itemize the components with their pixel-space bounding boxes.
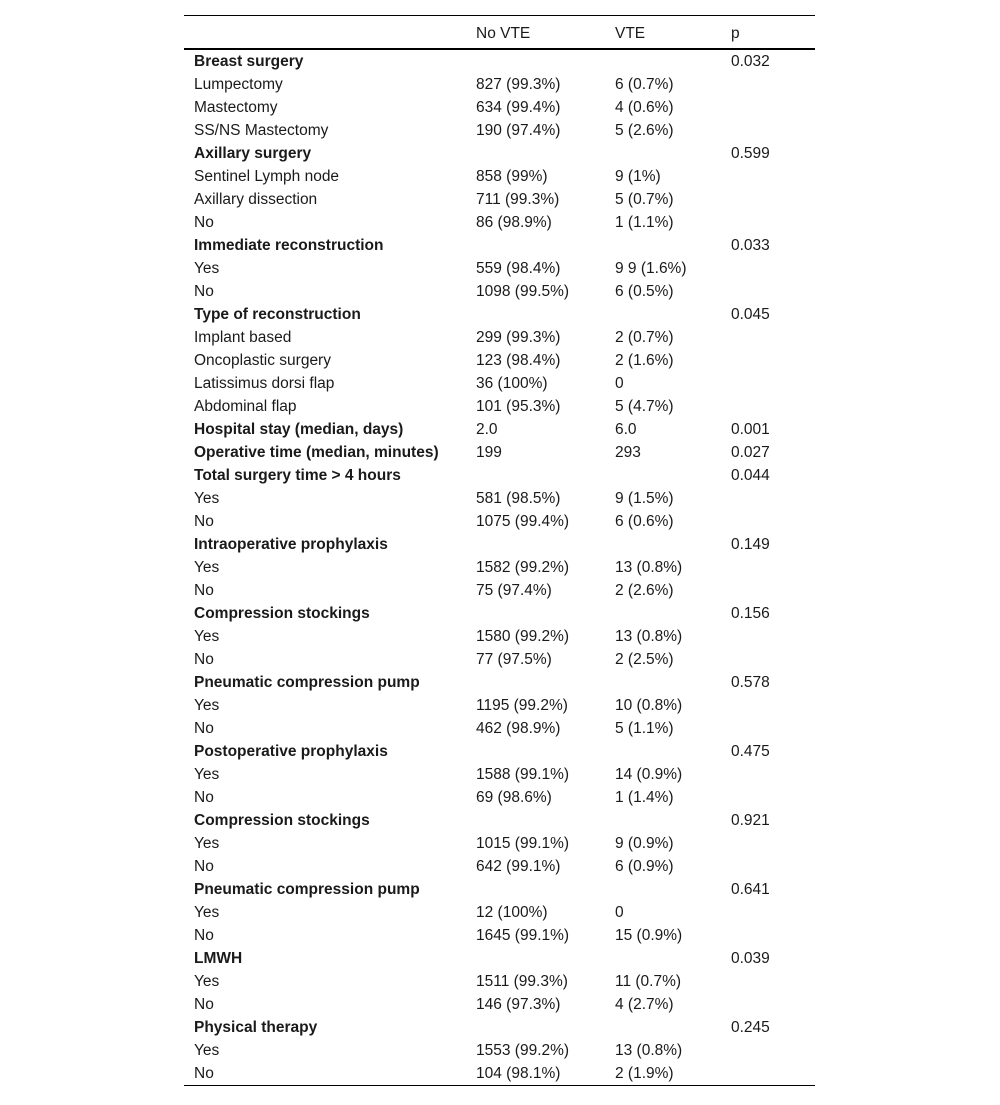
cell-no-vte: 299 (99.3%) [476,328,561,346]
table-group-row [184,878,815,901]
table-row [184,73,815,96]
row-label: No [194,926,214,944]
cell-vte: 6 (0.5%) [615,282,674,300]
cell-p-value [731,257,815,280]
table-row [184,96,815,119]
cell-vte [615,464,731,487]
table-row [184,993,815,1016]
row-label: Yes [194,903,220,921]
cell-p-value: 0.156 [731,604,770,622]
cell-p-value [731,832,815,855]
cell-vte [615,809,731,832]
cell-vte: 13 (0.8%) [615,627,683,645]
table-group-row [184,441,815,464]
cell-p-value: 0.027 [731,443,770,461]
vte-comparison-table [184,15,815,1086]
cell-p-value [731,73,815,96]
row-label: Yes [194,765,220,783]
cell-vte: 9 9 (1.6%) [615,259,687,277]
cell-no-vte: 827 (99.3%) [476,75,561,93]
cell-no-vte: 1645 (99.1%) [476,926,570,944]
cell-p-value [731,694,815,717]
row-label: Yes [194,696,220,714]
cell-vte: 15 (0.9%) [615,926,683,944]
row-label: Axillary dissection [194,190,318,208]
table-row [184,1062,815,1086]
row-label: Intraoperative prophylaxis [194,535,388,553]
row-label: Oncoplastic surgery [194,351,331,369]
row-label: LMWH [194,949,243,967]
row-label: Lumpectomy [194,75,283,93]
cell-vte: 11 (0.7%) [615,972,682,990]
header-p-value: p [731,24,740,42]
table-row [184,395,815,418]
cell-vte [615,740,731,763]
row-label: Yes [194,972,220,990]
cell-no-vte: 190 (97.4%) [476,121,561,139]
row-label: No [194,788,214,806]
table-row [184,211,815,234]
table-group-row [184,809,815,832]
row-label: No [194,995,214,1013]
cell-p-value [731,993,815,1016]
cell-no-vte [476,49,615,73]
row-label: Yes [194,489,220,507]
cell-no-vte: 2.0 [476,420,498,438]
cell-p-value: 0.578 [731,673,770,691]
cell-p-value [731,1039,815,1062]
cell-no-vte: 1015 (99.1%) [476,834,570,852]
table-group-row [184,533,815,556]
cell-p-value [731,349,815,372]
table-group-row [184,234,815,257]
cell-p-value: 0.921 [731,811,770,829]
table-row [184,855,815,878]
cell-vte: 9 (0.9%) [615,834,674,852]
cell-no-vte [476,142,615,165]
cell-p-value: 0.641 [731,880,770,898]
table-group-row [184,49,815,73]
cell-no-vte: 1588 (99.1%) [476,765,570,783]
row-label: Physical therapy [194,1018,318,1036]
row-label: Pneumatic compression pump [194,880,420,898]
table-group-row [184,671,815,694]
cell-vte [615,303,731,326]
cell-no-vte: 711 (99.3%) [476,190,560,208]
table-row [184,924,815,947]
cell-vte: 293 [615,443,641,461]
table-group-row [184,947,815,970]
table-group-row [184,602,815,625]
row-label: Total surgery time > 4 hours [194,466,401,484]
cell-no-vte [476,533,615,556]
row-label: Yes [194,259,220,277]
header-vte: VTE [615,24,646,42]
table-header [184,16,815,50]
cell-p-value [731,970,815,993]
cell-vte: 13 (0.8%) [615,558,683,576]
cell-no-vte: 581 (98.5%) [476,489,561,507]
cell-vte: 9 (1.5%) [615,489,674,507]
row-label: Mastectomy [194,98,278,116]
cell-no-vte: 1075 (99.4%) [476,512,570,530]
cell-p-value [731,487,815,510]
row-label: Abdominal flap [194,397,297,415]
cell-vte: 2 (0.7%) [615,328,674,346]
table-group-row [184,464,815,487]
cell-vte: 9 (1%) [615,167,661,185]
cell-vte: 14 (0.9%) [615,765,683,783]
cell-no-vte [476,1016,615,1039]
row-label: Sentinel Lymph node [194,167,340,185]
cell-vte: 4 (2.7%) [615,995,674,1013]
cell-no-vte: 642 (99.1%) [476,857,561,875]
cell-no-vte [476,602,615,625]
row-label: No [194,719,214,737]
table-row [184,648,815,671]
cell-p-value: 0.149 [731,535,770,553]
cell-vte [615,234,731,257]
header-variable [184,16,476,50]
table-row [184,556,815,579]
cell-vte: 2 (2.6%) [615,581,674,599]
table-row [184,970,815,993]
cell-no-vte: 1195 (99.2%) [476,696,568,714]
table-row [184,579,815,602]
cell-no-vte: 559 (98.4%) [476,259,561,277]
cell-no-vte: 858 (99%) [476,167,548,185]
cell-no-vte: 1580 (99.2%) [476,627,570,645]
cell-vte [615,533,731,556]
row-label: Operative time (median, minutes) [194,443,439,461]
row-label: Hospital stay (median, days) [194,420,404,438]
table-row [184,901,815,924]
cell-no-vte: 86 (98.9%) [476,213,552,231]
row-label: Pneumatic compression pump [194,673,420,691]
table-group-row [184,740,815,763]
cell-p-value [731,924,815,947]
cell-p-value: 0.475 [731,742,770,760]
cell-p-value: 0.599 [731,144,770,162]
row-label: Yes [194,834,220,852]
cell-p-value: 0.033 [731,236,770,254]
cell-p-value [731,556,815,579]
table-row [184,165,815,188]
row-label: SS/NS Mastectomy [194,121,329,139]
cell-no-vte: 77 (97.5%) [476,650,552,668]
cell-p-value [731,901,815,924]
table-row [184,694,815,717]
cell-p-value: 0.044 [731,466,770,484]
cell-vte [615,671,731,694]
row-label: Axillary surgery [194,144,312,162]
cell-p-value [731,648,815,671]
cell-vte: 6 (0.7%) [615,75,674,93]
cell-vte: 5 (2.6%) [615,121,674,139]
cell-p-value [731,96,815,119]
cell-vte [615,1016,731,1039]
row-label: Yes [194,1041,220,1059]
cell-p-value: 0.245 [731,1018,770,1036]
cell-p-value [731,717,815,740]
cell-no-vte: 634 (99.4%) [476,98,561,116]
cell-vte: 6.0 [615,420,637,438]
row-label: No [194,213,214,231]
row-label: No [194,650,214,668]
cell-vte: 13 (0.8%) [615,1041,683,1059]
row-label: Immediate reconstruction [194,236,384,254]
row-label: Implant based [194,328,292,346]
row-label: No [194,282,214,300]
cell-vte: 2 (1.6%) [615,351,674,369]
cell-vte: 1 (1.1%) [615,213,674,231]
cell-vte: 5 (1.1%) [615,719,674,737]
cell-p-value [731,188,815,211]
header-row [184,16,815,50]
row-label: Yes [194,627,220,645]
cell-p-value [731,395,815,418]
cell-no-vte: 12 (100%) [476,903,548,921]
cell-p-value [731,510,815,533]
cell-vte [615,878,731,901]
row-label: No [194,857,214,875]
cell-no-vte [476,809,615,832]
cell-vte: 5 (0.7%) [615,190,674,208]
table-group-row [184,303,815,326]
cell-no-vte [476,740,615,763]
cell-vte [615,947,731,970]
row-label: No [194,1064,214,1082]
cell-no-vte [476,671,615,694]
table-row [184,763,815,786]
cell-vte: 4 (0.6%) [615,98,674,116]
cell-vte: 6 (0.6%) [615,512,674,530]
cell-p-value [731,119,815,142]
cell-no-vte: 69 (98.6%) [476,788,552,806]
table-row [184,119,815,142]
table-row [184,510,815,533]
cell-no-vte [476,303,615,326]
cell-p-value [731,326,815,349]
cell-no-vte [476,947,615,970]
row-label: Breast surgery [194,52,304,70]
table-row [184,326,815,349]
cell-p-value: 0.001 [731,420,770,438]
cell-vte: 6 (0.9%) [615,857,674,875]
cell-no-vte: 1098 (99.5%) [476,282,570,300]
cell-no-vte [476,234,615,257]
cell-vte [615,142,731,165]
row-label: Compression stockings [194,604,370,622]
table-row [184,786,815,809]
cell-no-vte: 146 (97.3%) [476,995,561,1013]
table-row [184,487,815,510]
cell-vte: 2 (2.5%) [615,650,674,668]
cell-no-vte: 36 (100%) [476,374,548,392]
table-row [184,349,815,372]
cell-no-vte: 1553 (99.2%) [476,1041,570,1059]
cell-p-value [731,625,815,648]
table-row [184,372,815,395]
table-row [184,1039,815,1062]
cell-p-value [731,165,815,188]
cell-no-vte: 75 (97.4%) [476,581,552,599]
row-label: No [194,512,214,530]
cell-p-value [731,579,815,602]
cell-vte: 0 [615,903,624,921]
table-group-row [184,418,815,441]
row-label: Yes [194,558,220,576]
row-label: Compression stockings [194,811,370,829]
cell-vte: 5 (4.7%) [615,397,674,415]
table-row [184,280,815,303]
row-label: No [194,581,214,599]
cell-vte [615,602,731,625]
cell-no-vte: 104 (98.1%) [476,1064,561,1082]
row-label: Type of reconstruction [194,305,361,323]
cell-p-value: 0.032 [731,52,770,70]
table-row [184,717,815,740]
cell-p-value [731,1062,815,1086]
cell-no-vte [476,464,615,487]
cell-p-value [731,211,815,234]
cell-no-vte: 1511 (99.3%) [476,972,568,990]
cell-p-value: 0.045 [731,305,770,323]
table-row [184,257,815,280]
cell-p-value [731,786,815,809]
cell-vte: 2 (1.9%) [615,1064,674,1082]
cell-vte: 10 (0.8%) [615,696,683,714]
cell-p-value [731,372,815,395]
cell-vte: 0 [615,374,624,392]
cell-no-vte [476,878,615,901]
table-row [184,832,815,855]
cell-p-value [731,280,815,303]
row-label: Postoperative prophylaxis [194,742,388,760]
cell-no-vte: 462 (98.9%) [476,719,561,737]
table-group-row [184,1016,815,1039]
cell-vte [615,49,731,73]
table-group-row [184,142,815,165]
cell-no-vte: 123 (98.4%) [476,351,561,369]
cell-p-value [731,855,815,878]
table-body [184,49,815,1086]
cell-vte: 1 (1.4%) [615,788,674,806]
cell-no-vte: 101 (95.3%) [476,397,561,415]
table-row [184,188,815,211]
header-no-vte: No VTE [476,24,531,42]
cell-p-value: 0.039 [731,949,770,967]
cell-p-value [731,763,815,786]
table-row [184,625,815,648]
cell-no-vte: 1582 (99.2%) [476,558,570,576]
row-label: Latissimus dorsi flap [194,374,335,392]
cell-no-vte: 199 [476,443,502,461]
